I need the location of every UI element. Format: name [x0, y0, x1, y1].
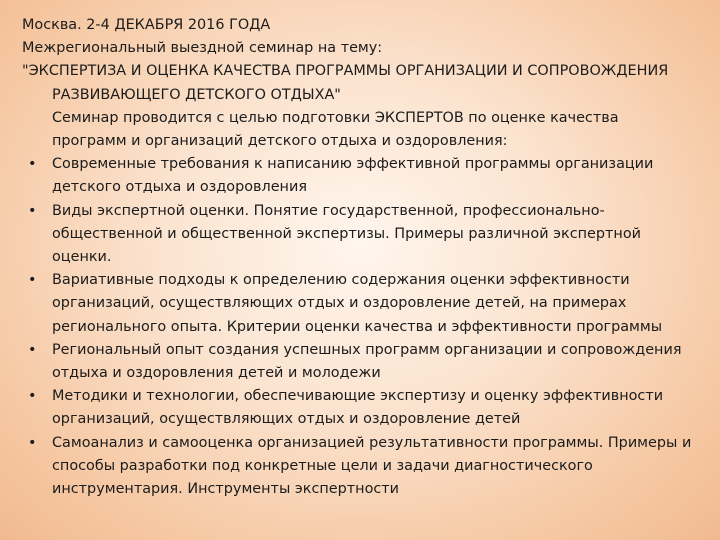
bullet-line: регионального опыта. Критерии оценки качества и эффективности программы: [52, 318, 663, 335]
bullet-line: инструментария. Инструменты экспертности: [52, 481, 400, 498]
bullet-item: [22, 432, 698, 502]
bullet-line: • Вариативные подходы к определению содержания оценки эффективности: [52, 272, 630, 289]
bullet-item: [22, 385, 698, 431]
bullet-line: оценки.: [52, 249, 112, 266]
bullet-line: отдыха и оздоровления детей и молодежи: [52, 365, 381, 382]
bullet-item: [22, 200, 698, 270]
seminar-line: Межрегиональный выездной семинар на тему:: [22, 40, 383, 57]
bullet-line: • Современные требования к написанию эффективной программы организации: [52, 156, 654, 173]
bullet-line: детского отдыха и оздоровления: [52, 179, 307, 196]
bullet-line: способы разработки под конкретные цели и задачи диагностического: [52, 457, 593, 474]
purpose-line-1: Семинар проводится с целью подготовки ЭКСПЕРТОВ по оценке качества: [52, 109, 619, 126]
bullet-item: [22, 269, 698, 339]
bullet-line: общественной и общественной экспертизы. Примеры различной экспертной: [52, 225, 641, 242]
date-line: Москва. 2-4 ДЕКАБРЯ 2016 ГОДА: [22, 17, 271, 33]
bullet-item: [22, 339, 698, 385]
title-line-1: "ЭКСПЕРТИЗА И ОЦЕНКА КАЧЕСТВА ПРОГРАММЫ ОРГАНИЗАЦИИ И СОПРОВОЖДЕНИЯ: [22, 63, 669, 80]
bullet-line: • Самоанализ и самооценка организацией результативности программы. Примеры и: [52, 434, 692, 451]
bullet-line: • Виды экспертной оценки. Понятие государственной, профессионально-: [52, 202, 605, 219]
bullet-line: • Методики и технологии, обеспечивающие экспертизу и оценку эффективности: [52, 388, 664, 405]
bullet-item: [22, 153, 698, 199]
bullet-line: организаций, осуществляющих отдых и оздоровление детей: [52, 411, 521, 428]
title-line-2: РАЗВИВАЮЩЕГО ДЕТСКОГО ОТДЫХА": [52, 86, 341, 103]
purpose-line-2: программ и организаций детского отдыха и оздоровления:: [52, 133, 508, 150]
bullet-line: • Региональный опыт создания успешных программ организации и сопровождения: [52, 341, 682, 358]
bullet-line: организаций, осуществляющих отдых и оздоровление детей, на примерах: [52, 295, 627, 312]
